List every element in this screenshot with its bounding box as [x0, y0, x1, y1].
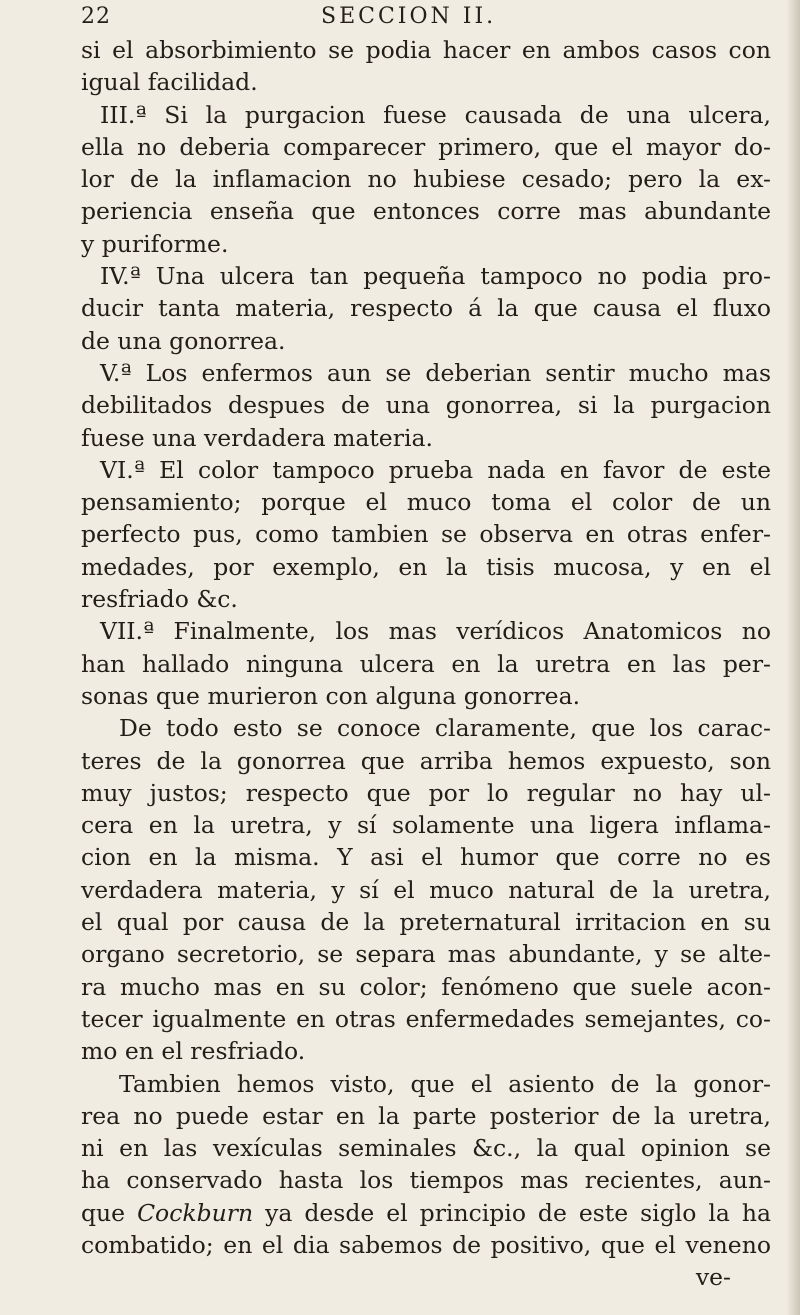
page-number: 22: [81, 4, 111, 29]
text-line: rea no puede estar en la parte posterior de la uretra,: [81, 1101, 771, 1130]
text-line: el qual por causa de la preternatural irritacion en su: [81, 908, 771, 937]
text-line: ha conservado hasta los tiempos mas recientes, aun-: [81, 1166, 771, 1195]
catchword: ve-: [695, 1263, 731, 1292]
text-line: IV.ª Una ulcera tan pequeña tampoco no podia pro-: [100, 262, 771, 291]
text-line: y puriforme.: [81, 229, 229, 258]
text-line: perfecto pus, como tambien se observa en otras enfer-: [81, 520, 771, 549]
text-line: mo en el resfriado.: [81, 1037, 306, 1066]
text-line: medades, por exemplo, en la tisis mucosa, y en el: [81, 552, 771, 581]
text-line: de una gonorrea.: [81, 326, 286, 355]
text-line: sonas que murieron con alguna gonorrea.: [81, 681, 581, 710]
text-segment: ya desde el principio de este siglo la ha: [265, 1198, 771, 1227]
text-line: De todo esto se conoce claramente, que los carac-: [119, 714, 771, 743]
text-line: pensamiento; porque el muco toma el color de un: [81, 488, 771, 517]
text-line: VI.ª El color tampoco prueba nada en favor de este: [100, 455, 771, 484]
text-line: teres de la gonorrea que arriba hemos expuesto, son: [81, 746, 771, 775]
text-line: ella no deberia comparecer primero, que el mayor do-: [81, 132, 771, 161]
text-line: verdadera materia, y sí el muco natural de la uretra,: [81, 875, 771, 904]
text-line: si el absorbimiento se podia hacer en ambos casos con: [81, 36, 771, 64]
text-line: lor de la inflamacion no hubiese cesado; pero la ex-: [81, 165, 771, 194]
text-line: organo secretorio, se separa mas abundante, y se alte-: [81, 940, 771, 969]
running-head: SECCION II.: [321, 4, 497, 29]
page-header: [81, 4, 771, 34]
text-line: [81, 1197, 771, 1229]
text-line: resfriado &c.: [81, 585, 238, 614]
body-text: [81, 34, 771, 1294]
text-line: V.ª Los enfermos aun se deberian sentir mucho mas: [100, 358, 771, 387]
text-line: ra mucho mas en su color; fenómeno que suele acon-: [81, 972, 771, 1001]
text-line: ducir tanta materia, respecto á la que causa el fluxo: [81, 294, 771, 323]
page-edge-shadow: [786, 0, 800, 1315]
text-line: periencia enseña que entonces corre mas abundante: [81, 197, 771, 226]
text-line: Tambien hemos visto, que el asiento de la gonor-: [119, 1069, 771, 1098]
text-line: cera en la uretra, y sí solamente una ligera inflama-: [81, 811, 771, 840]
text-line: igual facilidad.: [81, 68, 258, 97]
text-line: cion en la misma. Y asi el humor que corre no es: [81, 843, 771, 872]
author-name-italic: Cockburn: [137, 1198, 254, 1227]
text-line: muy justos; respecto que por lo regular no hay ul-: [81, 778, 771, 807]
text-line: III.ª Si la purgacion fuese causada de una ulcera,: [100, 100, 771, 129]
text-line: ni en las vexículas seminales &c., la qual opinion se: [81, 1134, 771, 1163]
text-line: combatido; en el dia sabemos de positivo, que el veneno: [81, 1230, 771, 1259]
text-line: debilitados despues de una gonorrea, si la purgacion: [81, 391, 771, 420]
text-line: VII.ª Finalmente, los mas verídicos Anatomicos no: [100, 617, 771, 646]
text-line: tecer igualmente en otras enfermedades semejantes, co-: [81, 1004, 771, 1033]
text-line: fuese una verdadera materia.: [81, 423, 433, 452]
text-line: han hallado ninguna ulcera en la uretra en las per-: [81, 649, 771, 678]
text-segment: que: [81, 1198, 126, 1227]
